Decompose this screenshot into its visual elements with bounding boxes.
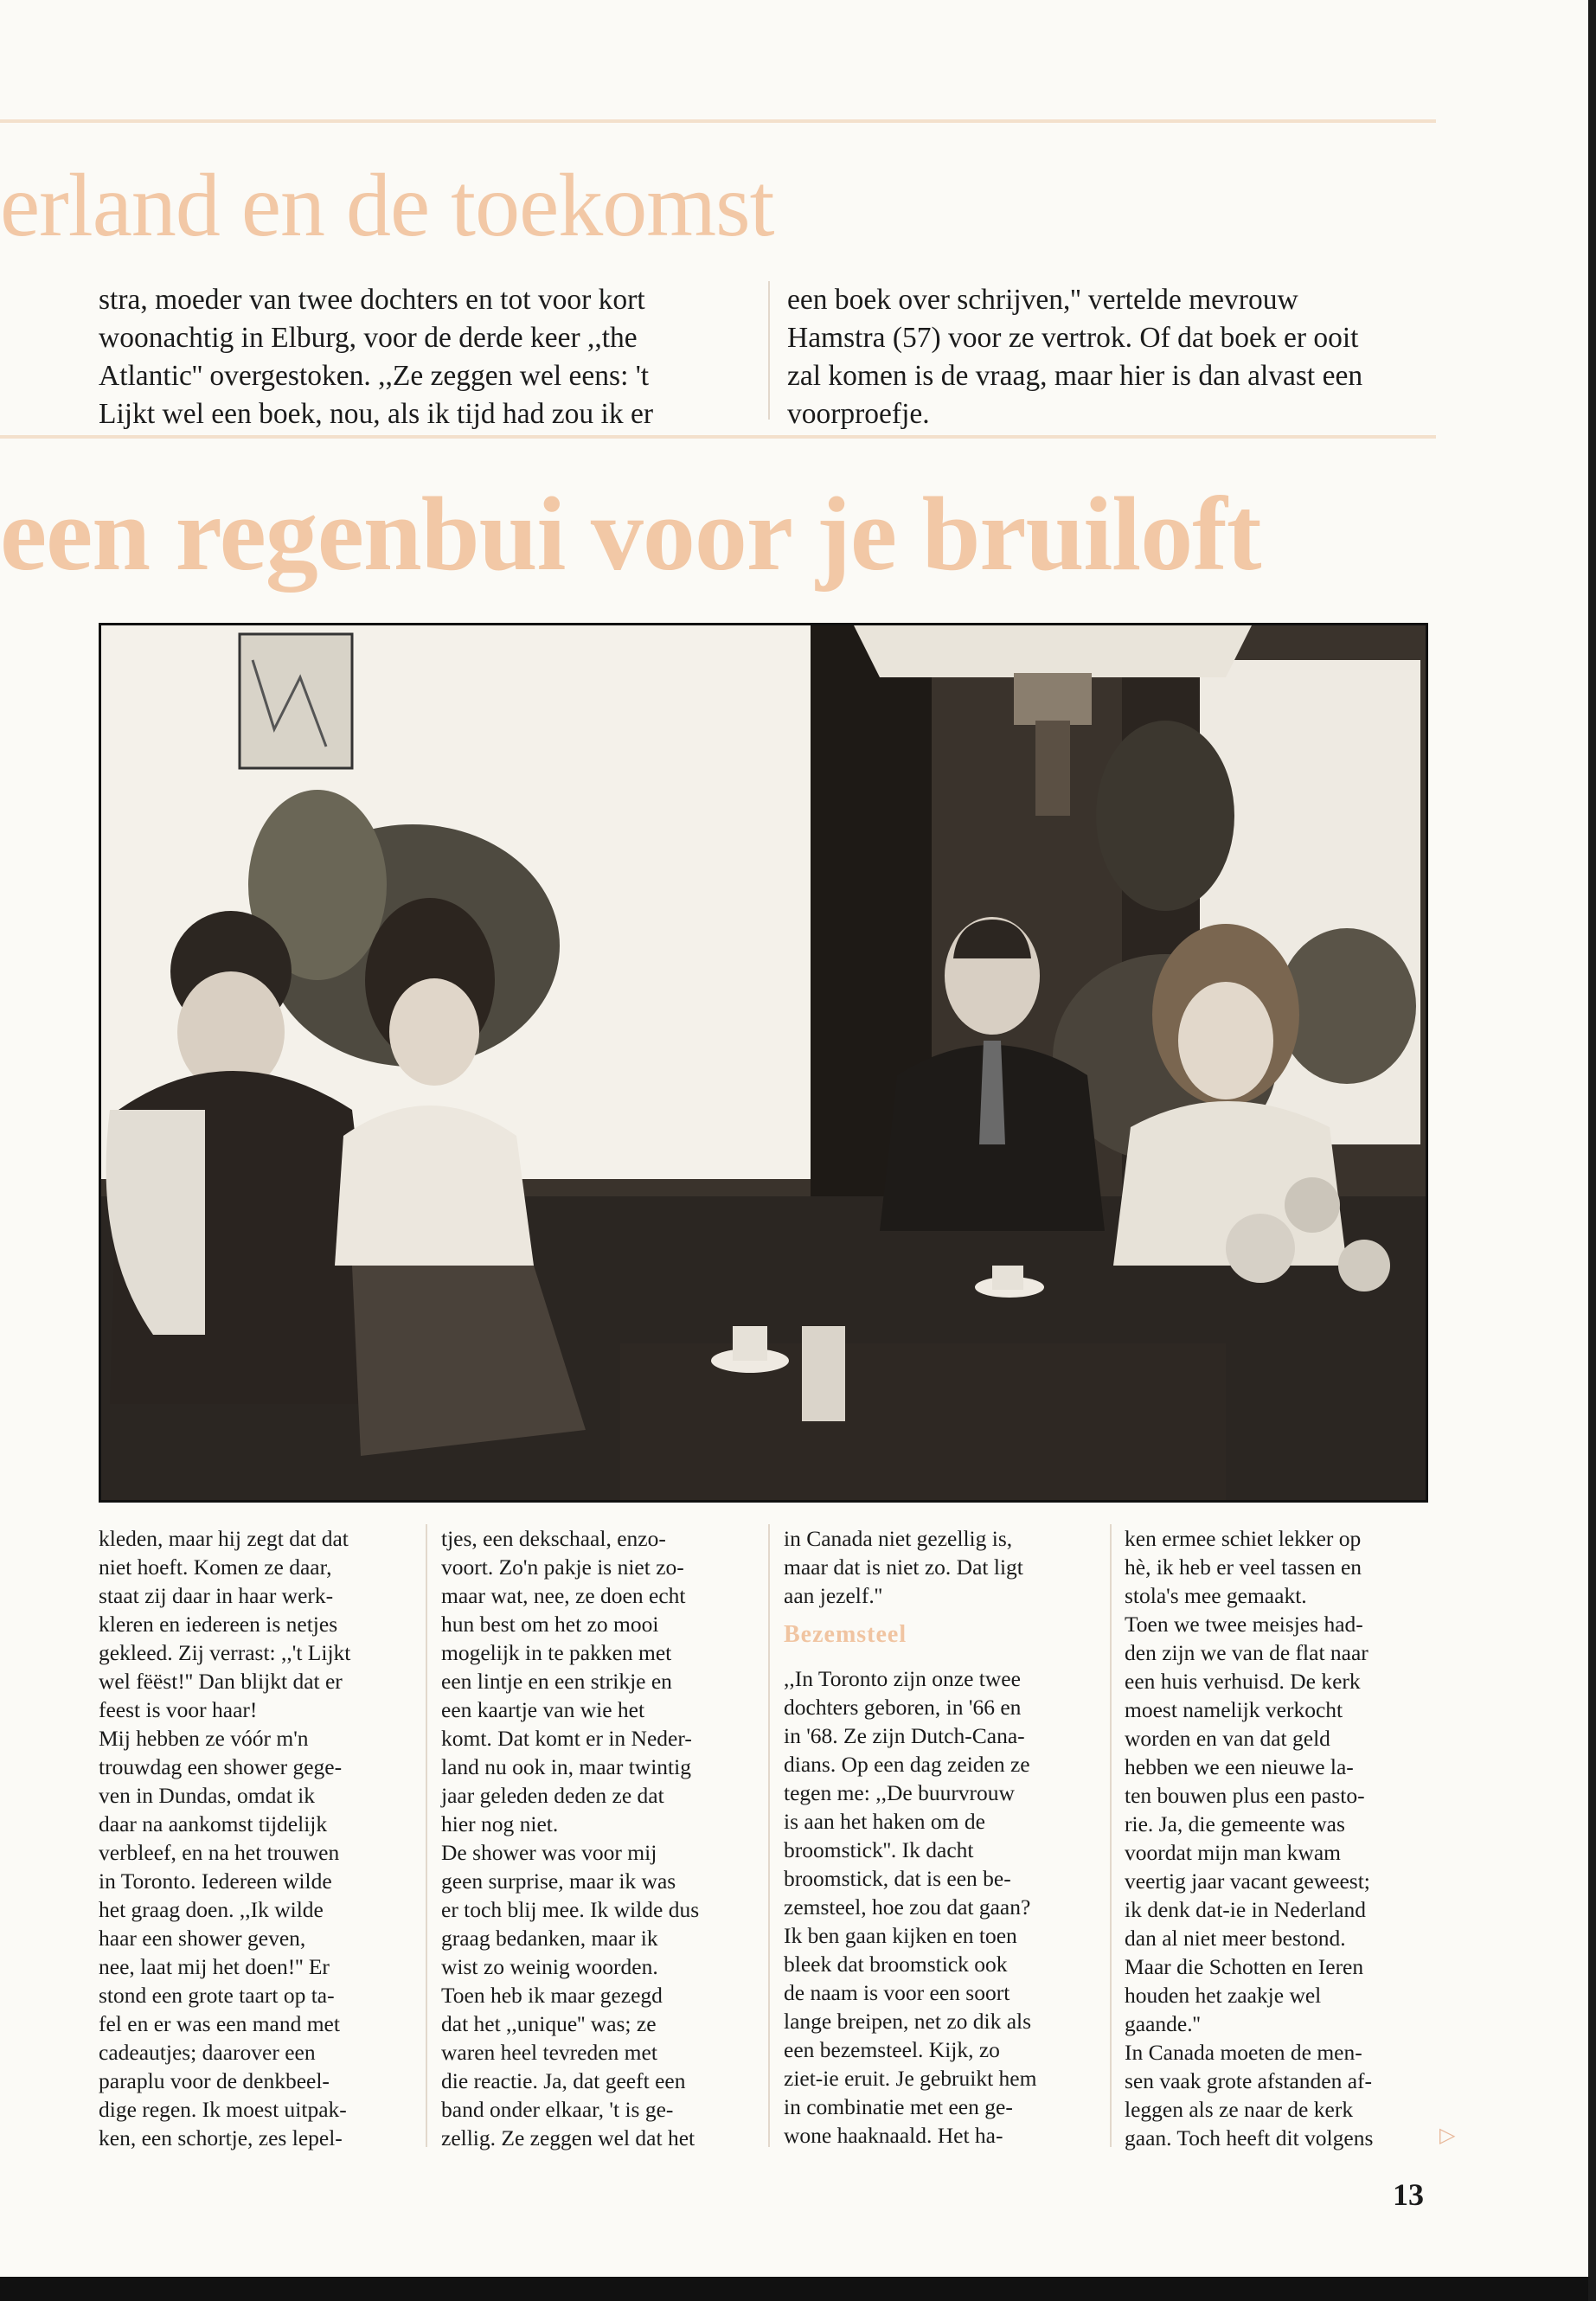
- page-number: 13: [1393, 2177, 1424, 2212]
- family-photo: [99, 623, 1428, 1503]
- subheading: Bezemsteel: [784, 1621, 907, 1648]
- article-title-top: erland en de toekomst: [0, 156, 774, 255]
- column-divider: [426, 1524, 427, 2147]
- body-column-3-top: in Canada niet gezellig is, maar dat is niet zo. Dat ligt aan jezelf.'': [784, 1526, 1023, 1608]
- top-rule: [0, 119, 1436, 123]
- intro-text-right: een boek over schrijven,'' vertelde mevrouw Hamstra (57) voor ze vertrok. Of dat boek er ooit zal komen is de vraag, maar hier is dan alvast een voorproefje.: [787, 284, 1363, 430]
- mid-rule: [0, 435, 1436, 439]
- article-title-main: een regenbui voor je bruiloft: [0, 476, 1261, 593]
- column-divider: [768, 281, 770, 420]
- body-column-1: kleden, maar hij zegt dat dat niet hoeft. Komen ze daar, staat zij daar in haar werk- kleren en iedereen is netjes gekleed. Zij verrast: ,,'t Lijkt wel fëëst!'' Dan blijkt dat er feest is voor haar! Mij hebben ze vóór m'n trouwdag een shower gege- ven in Dundas, omdat ik daar na aankomst tijdelijk verbleef, en na het trouwen in Toronto. Iedereen wilde het graag doen. ,,Ik wilde haar een shower geven, nee, laat mij het doen!'' Er stond een grote taart op ta- fel en er was een mand met cadeautjes; daarover een paraplu voor de denkbeel- dige regen. Ik moest uitpak- ken, een schortje, zes lepel-: [99, 1526, 351, 2150]
- body-column-4: ken ermee schiet lekker op hè, ik heb er veel tassen en stola's mee gemaakt. Toen we twee meisjes had- den zijn we van de flat naar een huis verhuisd. De kerk moest namelijk verkocht worden en van dat geld hebben we een nieuwe la- ten bouwen plus een pasto- rie. Ja, die gemeente was voordat mijn man kwam veertig jaar vacant geweest; ik denk dat-ie in Nederland dan al niet meer bestond. Maar die Schotten en Ieren houden het zaakje wel gaande.'' In Canada moeten de men- sen vaak grote afstanden af- leggen als ze naar de kerk gaan. Toch heeft dit volgens: [1125, 1526, 1374, 2150]
- body-column-2: tjes, een dekschaal, enzo- voort. Zo'n pakje is niet zo- maar wat, nee, ze doen echt hun best om het zo mooi mogelijk in te pakken met een lintje en een strikje en een kaartje van wie het komt. Dat komt er in Neder- land nu ook in, maar twintig jaar geleden deden ze dat hier nog niet. De shower was voor mij geen surprise, maar ik was er toch blij mee. Ik wilde dus graag bedanken, maar ik wist zo weinig woorden. Toen heb ik maar gezegd dat het ,,unique'' was; ze waren heel tevreden met die reactie. Ja, dat geeft een band onder elkaar, 't is ge- zellig. Ze zeggen wel dat het: [441, 1526, 700, 2150]
- scan-edge-right: [1588, 0, 1596, 2301]
- column-divider: [1110, 1524, 1112, 2147]
- column-divider: [768, 1524, 770, 2147]
- triangle-right-icon: ▷: [1439, 2123, 1456, 2147]
- intro-text-left: stra, moeder van twee dochters en tot voor kort woonachtig in Elburg, voor de derde keer ,,the Atlantic'' overgestoken. ,,Ze zeggen wel eens: 't Lijkt wel een boek, nou, als ik tijd had zou ik er: [99, 284, 653, 430]
- scan-edge-bottom: [0, 2277, 1596, 2301]
- body-column-3: ,,In Toronto zijn onze twee dochters geboren, in '66 en in '68. Ze zijn Dutch-Cana- dians. Op een dag zeiden ze tegen me: ,,De buurvrouw is aan het haken om de broomstick''. Ik dacht broomstick, dat is een be- zemsteel, hoe zou dat gaan? Ik ben gaan kijken en toen bleek dat broomstick ook de naam is voor een soort lange breipen, net zo dik als een bezemsteel. Kijk, zo ziet-ie eruit. Je gebruikt hem in combinatie met een ge- wone haaknaald. Het ha-: [784, 1666, 1037, 2148]
